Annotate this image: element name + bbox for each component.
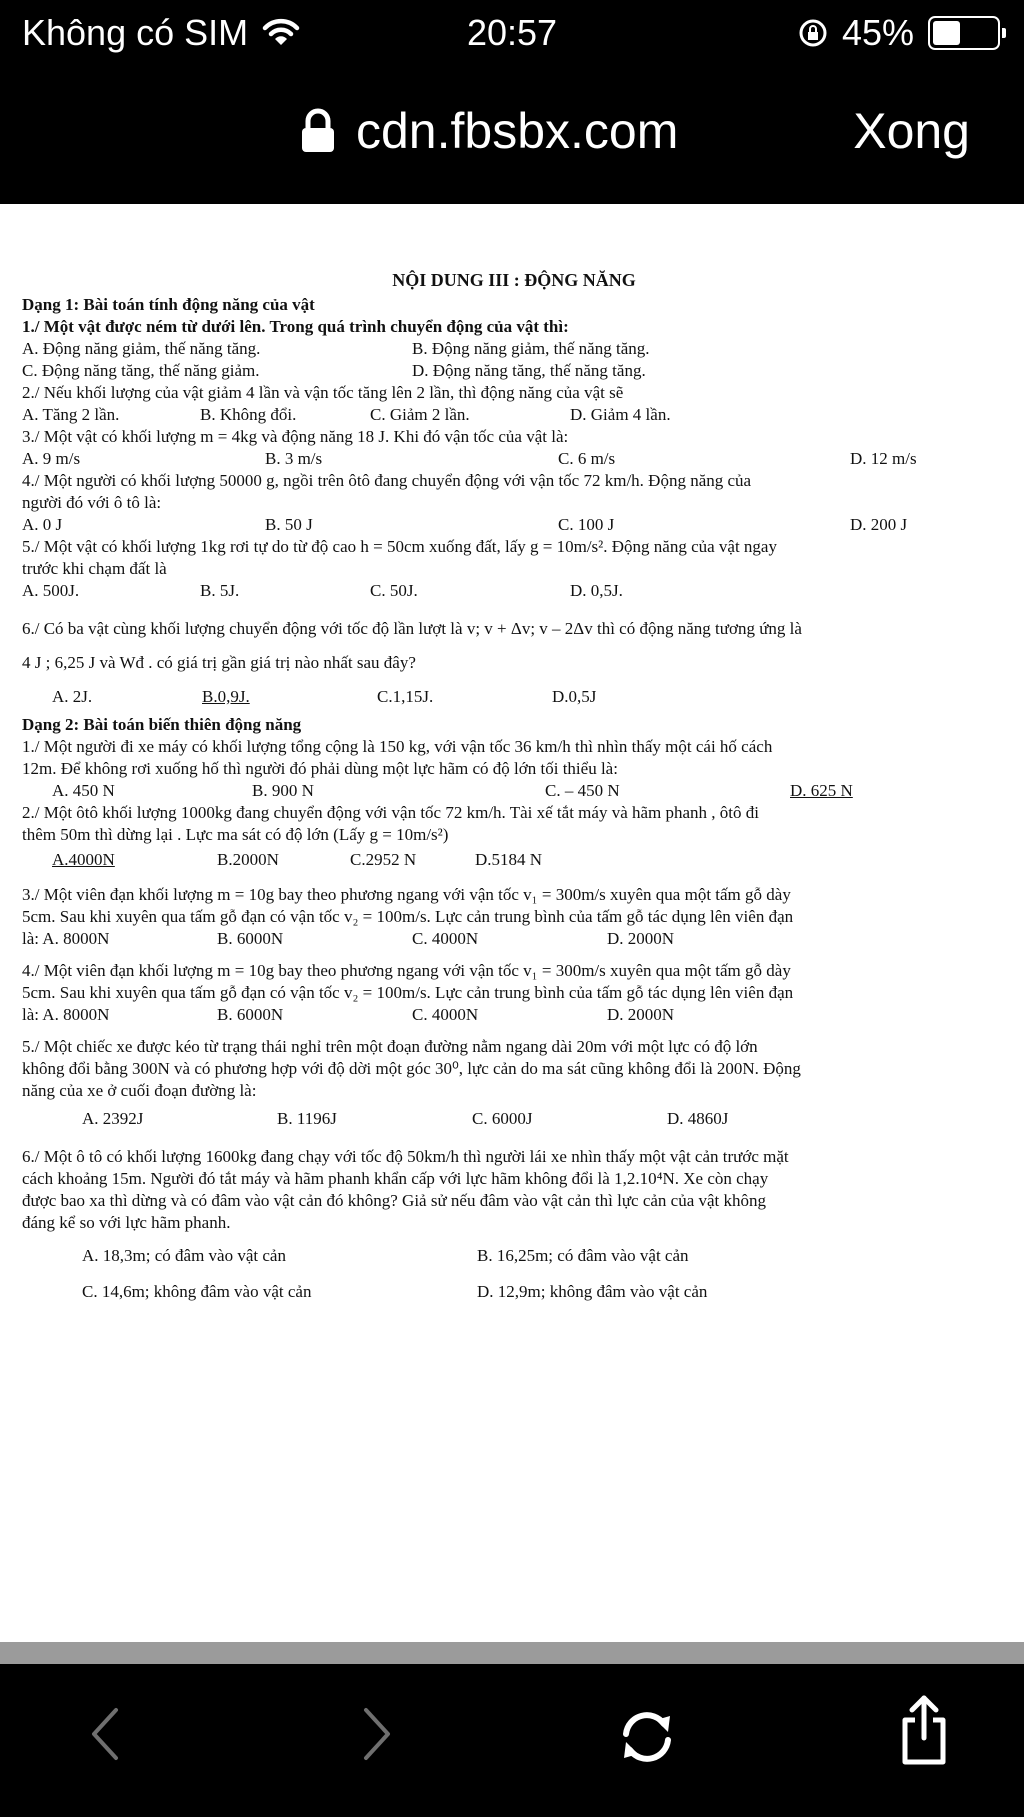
answer-option: B. 1196J: [277, 1109, 337, 1128]
question-text: 6./ Một ô tô có khối lượng 1600kg đang chạy với tốc độ 50km/h thì người lái xe nhìn thấy một vật cản trước mặt: [22, 1147, 789, 1166]
answer-options: [22, 846, 1006, 874]
orientation-lock-icon: [798, 18, 828, 48]
question-text: 6./ Có ba vật cùng khối lượng chuyển động với tốc độ lần lượt là v; v + Δv; v – 2Δv thì có động năng tương ứng là: [22, 619, 802, 638]
answer-option: A. 2392J: [82, 1109, 144, 1128]
answer-option: D. 0,5J.: [570, 581, 623, 600]
question-text: 5cm. Sau khi xuyên qua tấm gỗ đạn có vận tốc v₂ = 100m/s. Lực cản trung bình của tấm gỗ tác dụng lên viên đạn: [22, 983, 794, 1002]
answer-option: B. 50 J: [265, 515, 313, 534]
answer-option: C. 4000N: [412, 929, 479, 948]
answer-option: D. 12,9m; không đâm vào vật cản: [477, 1282, 708, 1301]
answer-option: C. 50J.: [370, 581, 418, 600]
answer-option: A. 9 m/s: [22, 449, 81, 468]
answer-options: [22, 580, 1006, 602]
answer-option: D. 4860J: [667, 1109, 729, 1128]
answer-option: D. 2000N: [607, 929, 675, 948]
lock-icon: [300, 108, 336, 154]
answer-option: C. 4000N: [412, 1005, 479, 1024]
battery-icon: [928, 16, 1000, 50]
answer-option: B. Động năng giảm, thế năng tăng.: [412, 339, 650, 358]
answer-option: A. Tăng 2 lần.: [22, 405, 120, 424]
answer-options: [22, 680, 1006, 714]
answer-option: B. 900 N: [252, 781, 314, 800]
answer-option: C.1,15J.: [377, 687, 434, 706]
question-text: thêm 50m thì dừng lại . Lực ma sát có độ lớn (Lấy g = 10m/s²): [22, 825, 449, 844]
answer-option: B. 6000N: [217, 1005, 284, 1024]
answer-option: A. 18,3m; có đâm vào vật cản: [82, 1246, 286, 1265]
answer-option: C. – 450 N: [545, 781, 620, 800]
answer-option: D. 2000N: [607, 1005, 675, 1024]
answer-option: B. Không đổi.: [200, 405, 297, 424]
answer-option: C. 14,6m; không đâm vào vật cản: [82, 1282, 312, 1301]
answer-options: [22, 404, 1006, 426]
question-text: 2./ Nếu khối lượng của vật giảm 4 lần và vận tốc tăng lên 2 lần, thì động năng của vật sẽ: [22, 383, 624, 402]
question-text: năng của xe ở cuối đoạn đường là:: [22, 1081, 257, 1100]
document-page[interactable]: [0, 204, 1024, 1642]
question-text: 4 J ; 6,25 J và Wđ . có giá trị gần giá trị nào nhất sau đây?: [22, 653, 416, 672]
question-text: 3./ Một viên đạn khối lượng m = 10g bay theo phương ngang với vận tốc v₁ = 300m/s xuyên qua một tấm gỗ dày: [22, 885, 791, 904]
answer-options: [22, 514, 1006, 536]
question-text: 1./ Một vật được ném từ dưới lên. Trong quá trình chuyển động của vật thì:: [22, 317, 569, 336]
battery-percent: 45%: [841, 12, 914, 53]
carrier-text: Không có SIM: [22, 12, 249, 53]
answer-option: là: A. 8000N: [22, 929, 110, 948]
answer-option: B. 6000N: [217, 929, 284, 948]
answer-options: [22, 1102, 1006, 1136]
chevron-right-icon[interactable]: [358, 1704, 398, 1764]
question-text: 5cm. Sau khi xuyên qua tấm gỗ đạn có vận tốc v₂ = 100m/s. Lực cản trung bình của tấm gỗ tác dụng lên viên đạn: [22, 907, 794, 926]
answer-option: C. 6 m/s: [558, 449, 616, 468]
question-text: 4./ Một người có khối lượng 50000 g, ngồi trên ôtô đang chuyển động với vận tốc 72 km/h. Động năng của: [22, 471, 752, 490]
question-text: 1./ Một người đi xe máy có khối lượng tổng cộng là 150 kg, với vận tốc 36 km/h thì nhìn thấy một cái hố cách: [22, 737, 773, 756]
answer-option: A.4000N: [52, 850, 115, 869]
answer-option: C. Động năng tăng, thế năng giảm.: [22, 361, 260, 380]
document-title: NỘI DUNG III : ĐỘNG NĂNG: [392, 270, 636, 290]
answer-option: A. Động năng giảm, thế năng tăng.: [22, 339, 261, 358]
answer-options: [22, 448, 1006, 470]
question-text: cách khoảng 15m. Người đó tắt máy và hãm phanh khẩn cấp với lực hãm không đổi là 1,2.10⁴N. Xe còn chạy: [22, 1169, 769, 1188]
answer-option: là: A. 8000N: [22, 1005, 110, 1024]
bottom-toolbar: [0, 1642, 1024, 1817]
question-text: 2./ Một ôtô khối lượng 1000kg đang chuyển động với vận tốc 72 km/h. Tài xế tắt máy và hãm phanh , ôtô đi: [22, 803, 760, 822]
answer-options: [22, 928, 1006, 950]
answer-option: A. 2J.: [52, 687, 93, 706]
question-text: 4./ Một viên đạn khối lượng m = 10g bay theo phương ngang với vận tốc v₁ = 300m/s xuyên qua một tấm gỗ dày: [22, 961, 791, 980]
answer-option: A. 450 N: [52, 781, 115, 800]
answer-option: D. Giảm 4 lần.: [570, 405, 671, 424]
question-text: 5./ Một chiếc xe được kéo từ trạng thái nghỉ trên một đoạn đường nằm ngang dài 20m với một lực có độ lớn: [22, 1037, 758, 1056]
url-text: cdn.fbsbx.com: [356, 103, 679, 159]
answer-option: B.2000N: [217, 850, 279, 869]
answer-option: C. 100 J: [558, 515, 615, 534]
question-text: 3./ Một vật có khối lượng m = 4kg và động năng 18 J. Khi đó vận tốc của vật là:: [22, 427, 569, 446]
question-text: người đó với ô tô là:: [22, 493, 162, 512]
clock: 20:57: [466, 12, 558, 53]
url-display[interactable]: [300, 102, 678, 160]
answer-option: B. 16,25m; có đâm vào vật cản: [477, 1246, 689, 1265]
answer-option: D.0,5J: [552, 687, 597, 706]
done-button[interactable]: Xong: [853, 103, 970, 159]
answer-option: B.0,9J.: [202, 687, 250, 706]
question-text: được bao xa thì dừng và có đâm vào vật cản đó không? Giả sử nếu đâm vào vật cản thì lực cản của vật không: [22, 1191, 767, 1210]
answer-option: D. Động năng tăng, thế năng tăng.: [412, 361, 646, 380]
answer-option: A. 500J.: [22, 581, 80, 600]
answer-options: [22, 1238, 1006, 1310]
reload-icon[interactable]: [616, 1706, 678, 1768]
question-text: trước khi chạm đất là: [22, 559, 167, 578]
share-icon[interactable]: [897, 1692, 951, 1766]
answer-option: D.5184 N: [475, 850, 543, 869]
question-text: 5./ Một vật có khối lượng 1kg rơi tự do từ độ cao h = 50cm xuống đất, lấy g = 10m/s². Động năng của vật ngay: [22, 537, 777, 556]
question-text: đáng kể so với lực hãm phanh.: [22, 1213, 231, 1232]
answer-option: D. 625 N: [790, 781, 853, 800]
answer-option: B. 5J.: [200, 581, 240, 600]
answer-option: C. 6000J: [472, 1109, 533, 1128]
battery-fill: [933, 21, 960, 45]
answer-option: B. 3 m/s: [265, 449, 323, 468]
section-heading: Dạng 2: Bài toán biến thiên động năng: [22, 715, 302, 734]
answer-options: [22, 1004, 1006, 1026]
answer-option: D. 12 m/s: [850, 449, 917, 468]
question-text: không đổi bằng 300N và có phương hợp với độ dời một góc 30⁰, lực cản do ma sát cũng không đổi là 200N. Động: [22, 1059, 801, 1078]
section-heading: Dạng 1: Bài toán tính động năng của vật: [22, 295, 315, 314]
question-text: 12m. Để không rơi xuống hố thì người đó phải dùng một lực hãm có độ lớn tối thiểu là:: [22, 759, 618, 778]
status-bar: [0, 0, 1024, 72]
answer-options: [22, 780, 1006, 802]
answer-option: A. 0 J: [22, 515, 63, 534]
browser-toolbar: [0, 72, 1024, 204]
chevron-left-icon[interactable]: [84, 1704, 124, 1764]
answer-option: D. 200 J: [850, 515, 908, 534]
answer-option: C. Giảm 2 lần.: [370, 405, 470, 424]
answer-option: C.2952 N: [350, 850, 417, 869]
answer-options: [22, 338, 1006, 382]
